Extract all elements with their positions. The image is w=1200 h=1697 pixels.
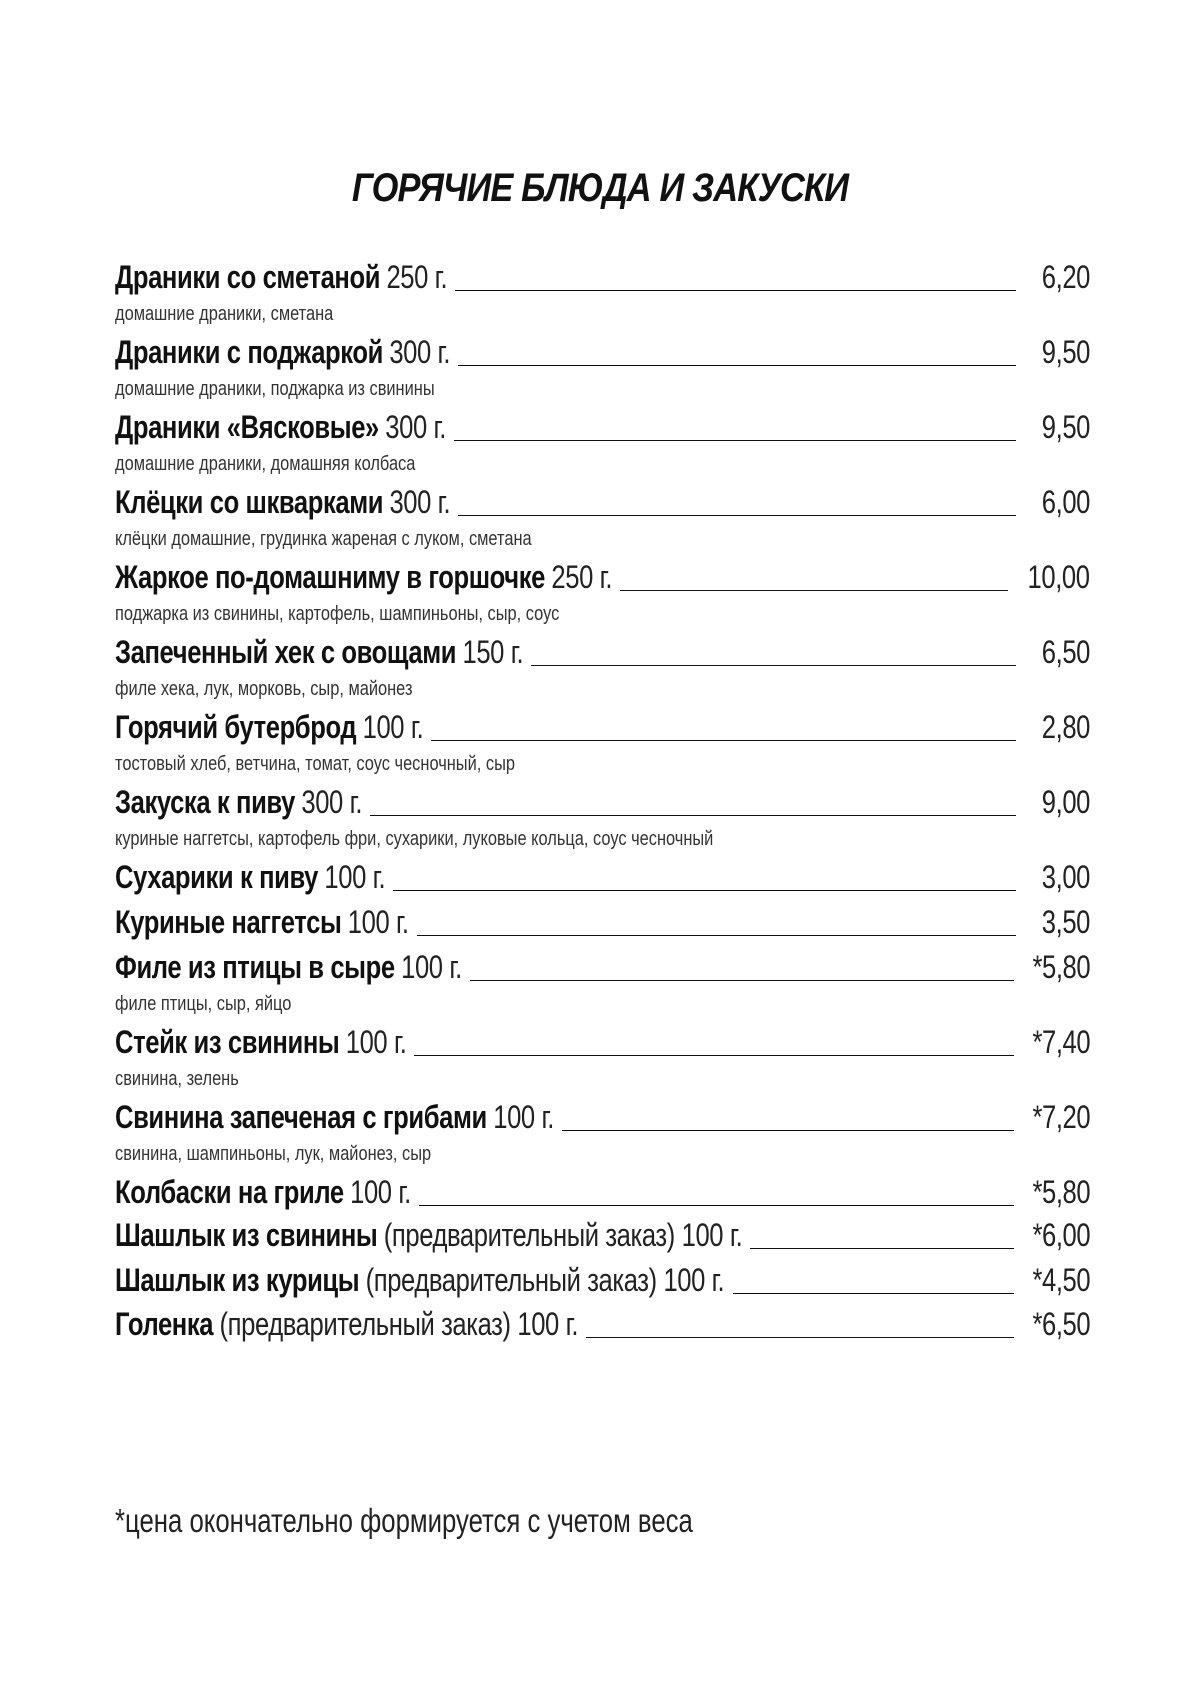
price-leader-line [470, 980, 1014, 981]
menu-item-weight: 100 г. [362, 709, 424, 745]
menu-item-weight: (предварительный заказ) 100 г. [219, 1306, 579, 1342]
menu-item-name: Сухарики к пиву [115, 859, 319, 895]
menu-item-row [115, 255, 1090, 299]
menu-item-row [115, 1170, 1090, 1214]
menu-item-title [115, 1170, 411, 1214]
menu-item-description: свинина, шампиньоны, лук, майонез, сыр [115, 1143, 432, 1165]
menu-item [115, 630, 1090, 704]
menu-item-name: Шашлык из курицы [115, 1262, 360, 1298]
menu-item-weight: 300 г. [389, 484, 451, 520]
menu-item-title [115, 630, 523, 674]
menu-item-description: филе птицы, сыр, яйцо [115, 993, 292, 1015]
menu-item-weight: 250 г. [386, 259, 448, 295]
menu-item-weight: 300 г. [301, 784, 363, 820]
menu-item-row [115, 780, 1090, 824]
menu-item-name: Жаркое по-домашниму в горшочке [115, 559, 545, 595]
menu-item-row [115, 855, 1090, 899]
menu-item [115, 330, 1090, 404]
menu-item-row [115, 945, 1090, 989]
menu-item-row [115, 1020, 1090, 1064]
menu-item-price: 10,00 [1027, 559, 1090, 595]
menu-item-row [115, 1095, 1090, 1139]
price-leader-line [531, 665, 1016, 666]
menu-item-title [115, 900, 409, 944]
menu-item-row [115, 405, 1090, 449]
menu-item-description: куриные наггетсы, картофель фри, сухарики, луковые кольца, соус чесночный [115, 828, 714, 850]
menu-item-description: клёцки домашние, грудинка жареная с луком, сметана [115, 528, 532, 550]
menu-item-row [115, 1258, 1090, 1302]
menu-item [115, 555, 1090, 629]
menu-item-title [115, 1020, 406, 1064]
menu-item-weight: 100 г. [401, 949, 462, 985]
menu-item-price: *7,20 [1032, 1099, 1090, 1135]
menu-item-description: свинина, зелень [115, 1068, 239, 1090]
menu-item-title [115, 855, 385, 899]
menu-item [115, 1302, 1090, 1346]
menu-item-price: 2,80 [1041, 709, 1090, 745]
menu-item-row [115, 1302, 1090, 1346]
price-leader-line [419, 1205, 1014, 1206]
menu-item-title [115, 780, 362, 824]
price-leader-line [620, 590, 1009, 591]
menu-item [115, 705, 1090, 779]
menu-item-weight: 300 г. [385, 409, 447, 445]
menu-item-name: Драники «Вясковые» [115, 409, 379, 445]
menu-item-price: 6,00 [1041, 484, 1090, 520]
menu-item-name: Стейк из свинины [115, 1024, 340, 1060]
menu-item [115, 780, 1090, 854]
menu-item-row [115, 330, 1090, 374]
menu-item-weight: (предварительный заказ) 100 г. [365, 1262, 725, 1298]
menu-item-row [115, 900, 1090, 944]
menu-item-weight: (предварительный заказ) 100 г. [383, 1217, 743, 1253]
price-leader-line [417, 935, 1016, 936]
menu-item-price: 9,00 [1041, 784, 1090, 820]
menu-item-title [115, 1302, 578, 1346]
menu-item [115, 855, 1090, 899]
menu-item-description: тостовый хлеб, ветчина, томат, соус чесночный, сыр [115, 753, 515, 775]
menu-item-name: Шашлык из свинины [115, 1217, 378, 1253]
menu-item-name: Драники с поджаркой [115, 334, 383, 370]
menu-item-weight: 100 г. [350, 1174, 411, 1210]
menu-item [115, 255, 1090, 329]
menu-item [115, 1020, 1090, 1094]
menu-item-price: *5,80 [1032, 949, 1090, 985]
price-leader-line [458, 365, 1016, 366]
price-leader-line [455, 290, 1016, 291]
menu-item-description: домашние драники, домашняя колбаса [115, 453, 416, 475]
menu-item-title [115, 705, 423, 749]
menu-item-title [115, 255, 447, 299]
menu-item-row [115, 630, 1090, 674]
menu-item-name: Запеченный хек с овощами [115, 634, 457, 670]
menu-item-price: 6,50 [1041, 634, 1090, 670]
menu-item-name: Куриные наггетсы [115, 904, 342, 940]
menu-item-description: филе хека, лук, морковь, сыр, майонез [115, 678, 413, 700]
menu-item-weight: 100 г. [493, 1099, 554, 1135]
menu-item-description: домашние драники, поджарка из свинины [115, 378, 435, 400]
menu-item-name: Драники со сметаной [115, 259, 381, 295]
price-leader-line [586, 1337, 1014, 1338]
menu-item-price: 6,20 [1041, 259, 1090, 295]
menu-item-row [115, 480, 1090, 524]
menu-item [115, 480, 1090, 554]
footnote: *цена окончательно формируется с учетом веса [115, 1502, 693, 1539]
price-leader-line [414, 1055, 1014, 1056]
menu-item [115, 1170, 1090, 1214]
menu-item-price: *6,50 [1032, 1306, 1090, 1342]
menu-item-description: домашние драники, сметана [115, 303, 334, 325]
price-leader-line [750, 1248, 1014, 1249]
price-leader-line [454, 440, 1016, 441]
menu-item [115, 900, 1090, 944]
menu-item-weight: 300 г. [389, 334, 451, 370]
menu-item-title [115, 1213, 742, 1257]
menu-item-weight: 250 г. [551, 559, 613, 595]
menu-item [115, 1095, 1090, 1169]
menu-item [115, 405, 1090, 479]
menu-item-name: Клёцки со шкварками [115, 484, 384, 520]
menu-item-price: 9,50 [1041, 409, 1090, 445]
menu-item-name: Голенка [115, 1306, 214, 1342]
menu-item-weight: 150 г. [462, 634, 524, 670]
price-leader-line [370, 815, 1016, 816]
menu-item-name: Закуска к пиву [115, 784, 295, 820]
menu-item-weight: 100 г. [347, 904, 409, 940]
menu-item [115, 1258, 1090, 1302]
price-leader-line [458, 515, 1016, 516]
menu-item-row [115, 555, 1090, 599]
price-leader-line [733, 1293, 1014, 1294]
menu-item-price: *4,50 [1032, 1262, 1090, 1298]
menu-item-price: *7,40 [1032, 1024, 1090, 1060]
menu-item-title [115, 1095, 554, 1139]
price-leader-line [562, 1130, 1014, 1131]
price-leader-line [393, 890, 1016, 891]
menu-item-price: 9,50 [1041, 334, 1090, 370]
menu-item-title [115, 405, 446, 449]
menu-item-name: Колбаски на гриле [115, 1174, 344, 1210]
page-title: ГОРЯЧИЕ БЛЮДА И ЗАКУСКИ [351, 166, 849, 210]
menu-item-row [115, 705, 1090, 749]
menu-item-price: 3,50 [1041, 904, 1090, 940]
menu-item-title [115, 1258, 725, 1302]
menu-item-description: поджарка из свинины, картофель, шампиньоны, сыр, соус [115, 603, 560, 625]
menu-item-name: Горячий бутерброд [115, 709, 357, 745]
menu-item-price: 3,00 [1041, 859, 1090, 895]
menu-item-title [115, 330, 450, 374]
menu-item-row [115, 1213, 1090, 1257]
menu-item-weight: 100 г. [345, 1024, 407, 1060]
menu-item-price: *5,80 [1032, 1174, 1090, 1210]
menu-item-name: Филе из птицы в сыре [115, 949, 395, 985]
menu-item-price: *6,00 [1032, 1217, 1090, 1253]
price-leader-line [431, 740, 1016, 741]
menu-item [115, 1213, 1090, 1257]
menu-item-name: Свинина запеченая с грибами [115, 1099, 487, 1135]
menu-item-title [115, 480, 450, 524]
menu-item-title [115, 945, 462, 989]
menu-item-title [115, 555, 612, 599]
menu-item-weight: 100 г. [324, 859, 386, 895]
menu-item [115, 945, 1090, 1019]
